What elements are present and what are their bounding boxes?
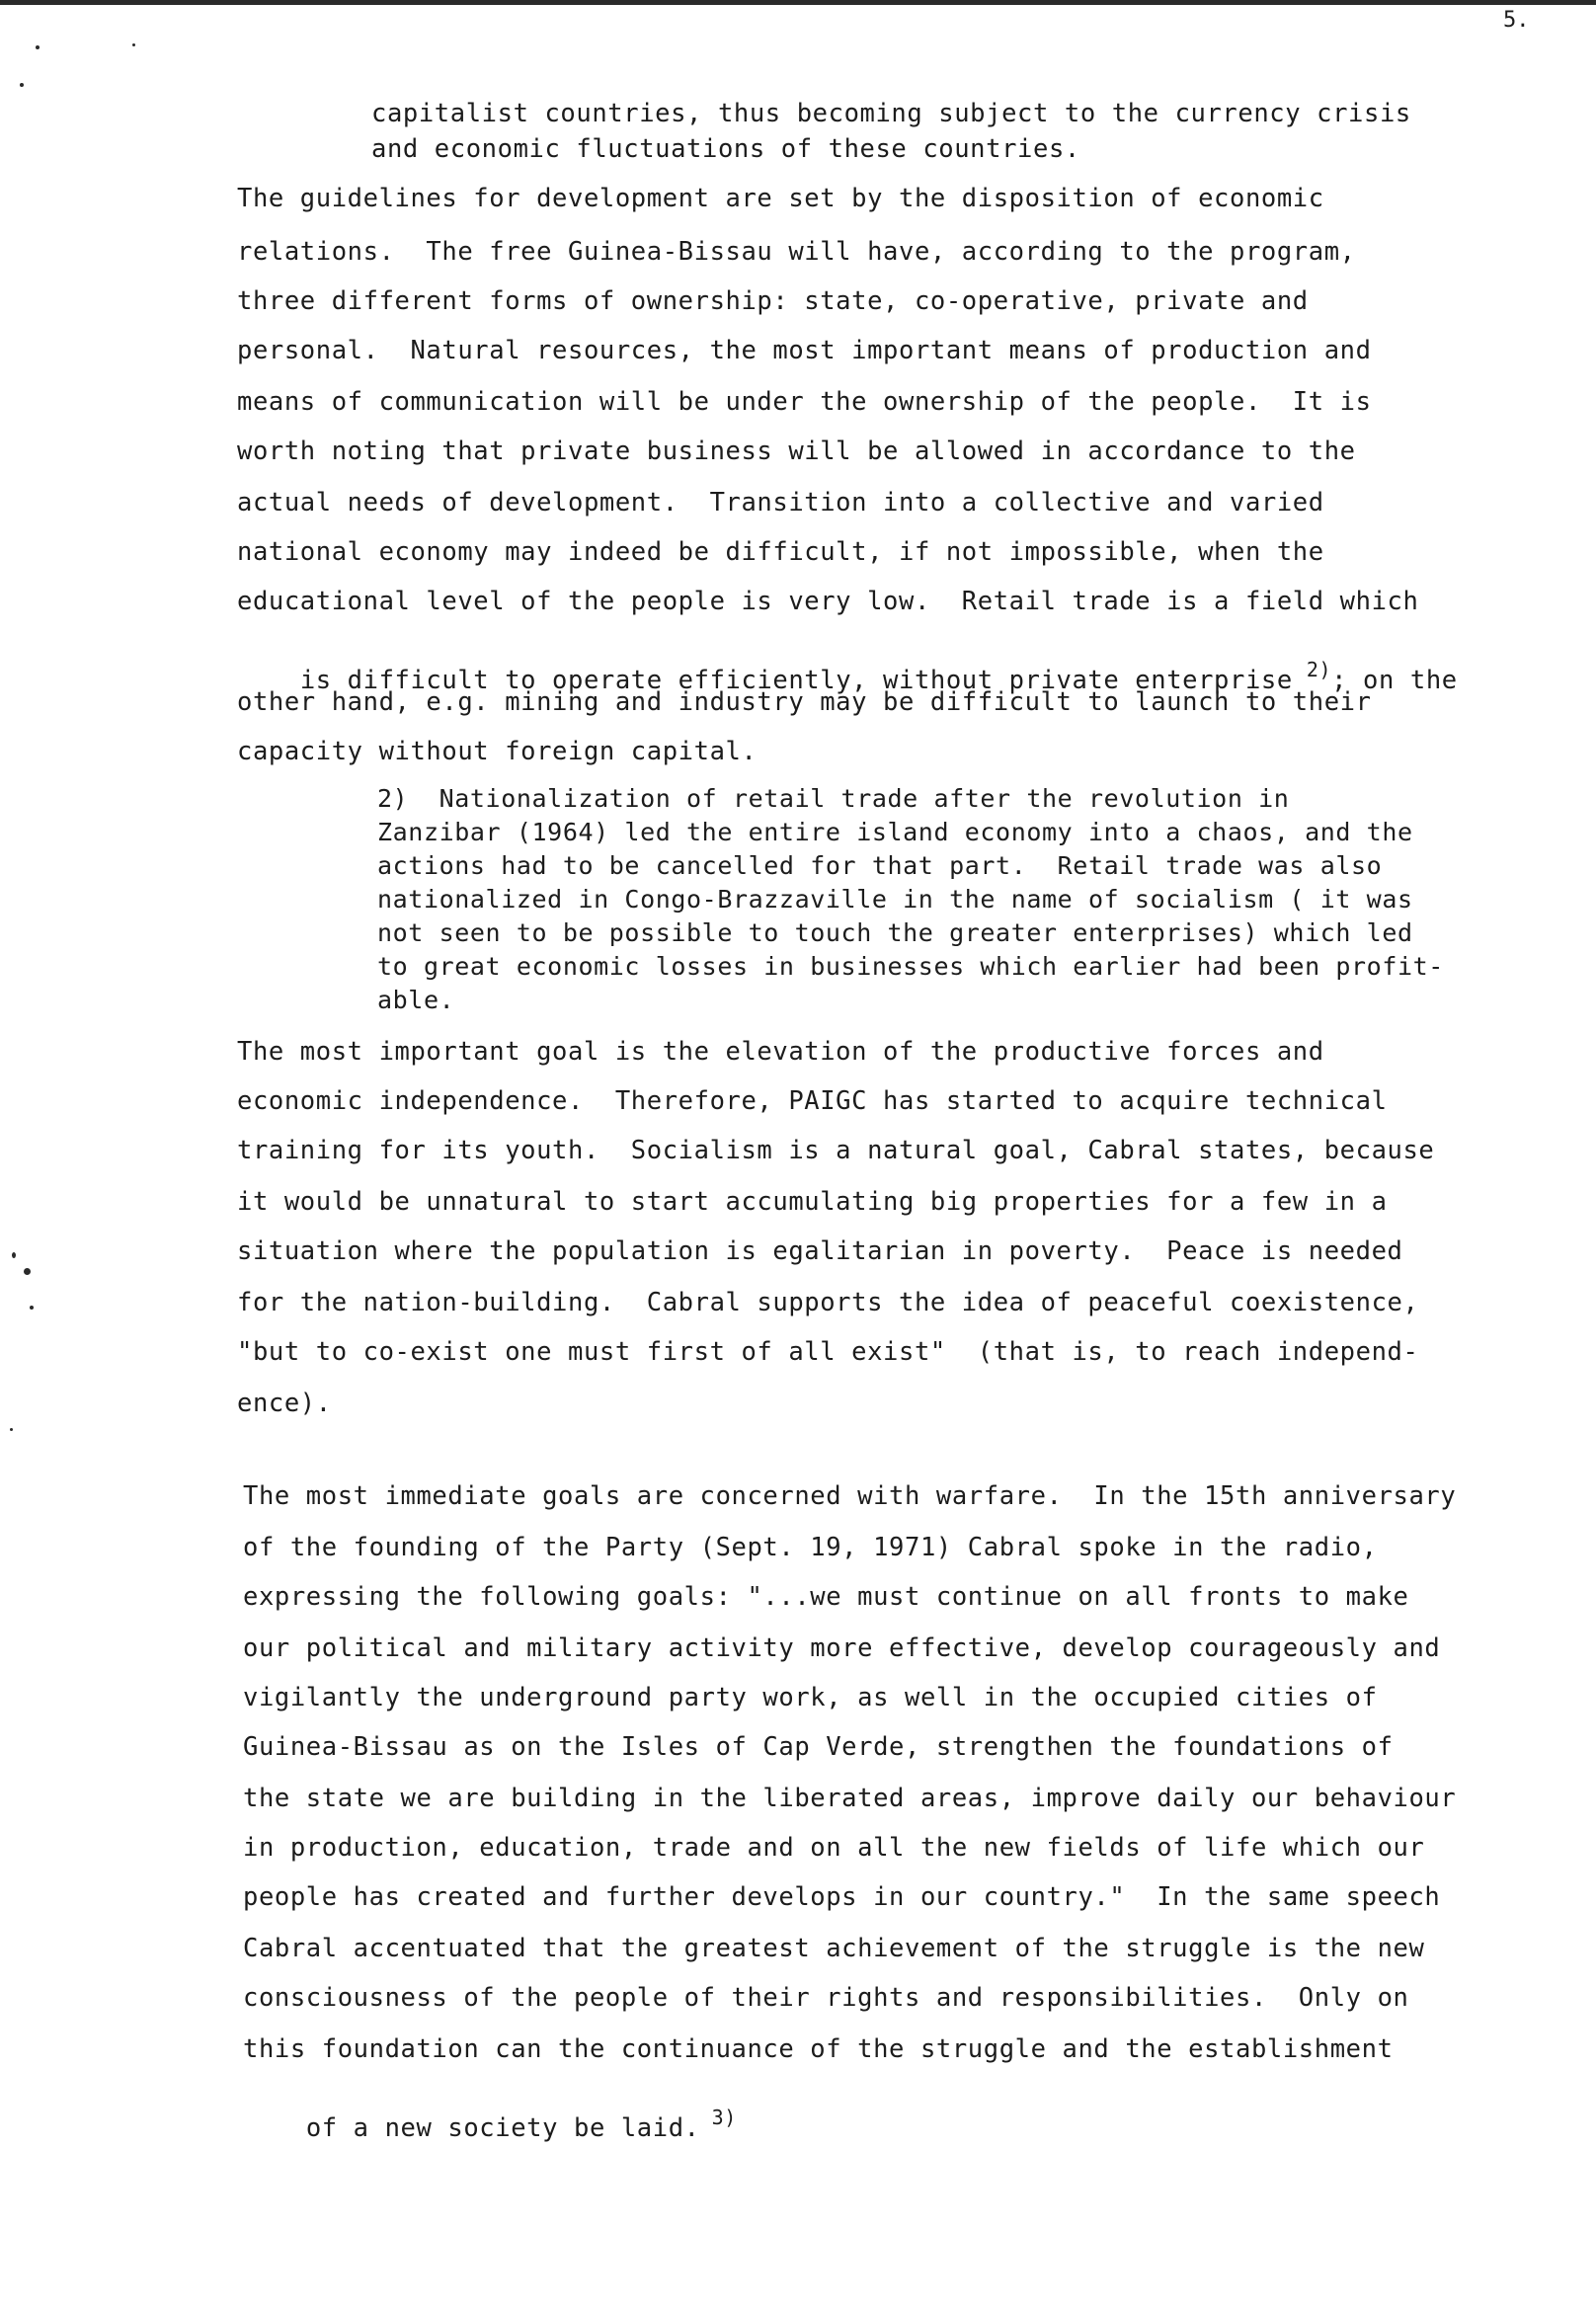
body-line: other hand, e.g. mining and industry may be difficult to launch to their (237, 687, 1372, 717)
body-line: The guidelines for development are set by the disposition of economic (237, 184, 1324, 213)
scan-speck (20, 83, 24, 87)
body-line: training for its youth. Socialism is a natural goal, Cabral states, because (237, 1136, 1435, 1165)
body-line: national economy may indeed be difficult, if not impossible, when the (237, 537, 1324, 567)
body-line: means of communication will be under the ownership of the people. It is (237, 387, 1372, 417)
body-line: capacity without foreign capital. (237, 737, 758, 766)
body-line: Cabral accentuated that the greatest achievement of the struggle is the new (243, 1934, 1425, 1963)
body-line-text: is difficult to operate efficiently, without private enterprise (299, 666, 1293, 695)
body-line-text: of a new society be laid. (305, 2113, 700, 2143)
quote-line: and economic fluctuations of these countries. (371, 134, 1080, 164)
scan-speck (132, 43, 135, 46)
body-line: consciousness of the people of their rights and responsibilities. Only on (243, 1983, 1409, 2013)
scan-speck (30, 1306, 34, 1310)
footnote-line: not seen to be possible to touch the greater enterprises) which led (377, 918, 1413, 947)
top-border-rule (0, 0, 1596, 5)
body-line: relations. The free Guinea-Bissau will have, according to the program, (237, 237, 1356, 267)
body-line: actual needs of development. Transition into a collective and varied (237, 488, 1324, 517)
body-line (243, 2084, 737, 2174)
body-line: expressing the following goals: "...we must continue on all fronts to make (243, 1582, 1409, 1612)
body-line: for the nation-building. Cabral supports the idea of peaceful coexistence, (237, 1288, 1419, 1317)
scan-speck (12, 1252, 16, 1258)
footnote-line: able. (377, 986, 455, 1014)
body-line: of the founding of the Party (Sept. 19, 1971) Cabral spoke in the radio, (243, 1533, 1378, 1562)
scan-speck (24, 1268, 31, 1275)
body-line: in production, education, trade and on all the new fields of life which our (243, 1833, 1425, 1863)
page-number: 5. (1503, 8, 1530, 33)
footnote-ref: 2) (1306, 658, 1332, 681)
footnote-line: 2) Nationalization of retail trade after the revolution in (377, 784, 1290, 813)
body-line: our political and military activity more effective, develop courageously and (243, 1633, 1441, 1663)
body-line: Guinea-Bissau as on the Isles of Cap Verde, strengthen the foundations of (243, 1732, 1394, 1762)
body-line: educational level of the people is very low. Retail trade is a field which (237, 587, 1419, 616)
body-line: economic independence. Therefore, PAIGC has started to acquire technical (237, 1086, 1388, 1116)
body-line: The most immediate goals are concerned with warfare. In the 15th anniversary (243, 1481, 1457, 1511)
footnote-ref: 3) (711, 2106, 737, 2129)
scan-speck (10, 1428, 13, 1431)
body-line: vigilantly the underground party work, as well in the occupied cities of (243, 1683, 1378, 1712)
body-line: this foundation can the continuance of the struggle and the establishment (243, 2034, 1394, 2064)
footnote-line: Zanzibar (1964) led the entire island economy into a chaos, and the (377, 818, 1413, 846)
body-line: it would be unnatural to start accumulating big properties for a few in a (237, 1187, 1388, 1217)
body-line: worth noting that private business will be allowed in accordance to the (237, 437, 1356, 466)
body-line: personal. Natural resources, the most important means of production and (237, 336, 1372, 365)
footnote-line: to great economic losses in businesses which earlier had been profit- (377, 952, 1444, 981)
footnote-line: nationalized in Congo-Brazzaville in the name of socialism ( it was (377, 885, 1413, 914)
quote-line: capitalist countries, thus becoming subject to the currency crisis (371, 99, 1411, 128)
scan-speck (36, 45, 40, 49)
body-line: situation where the population is egalitarian in poverty. Peace is needed (237, 1236, 1403, 1266)
body-line: ence). (237, 1389, 332, 1418)
body-line-text: ; on the (1331, 666, 1458, 695)
body-line: the state we are building in the liberated areas, improve daily our behaviour (243, 1784, 1457, 1813)
footnote-line: actions had to be cancelled for that part. Retail trade was also (377, 851, 1383, 880)
body-line: people has created and further develops in our country." In the same speech (243, 1882, 1441, 1912)
body-line: "but to co-exist one must first of all exist" (that is, to reach independ- (237, 1337, 1419, 1367)
body-line: three different forms of ownership: state, co-operative, private and (237, 286, 1309, 316)
body-line: The most important goal is the elevation of the productive forces and (237, 1037, 1324, 1067)
